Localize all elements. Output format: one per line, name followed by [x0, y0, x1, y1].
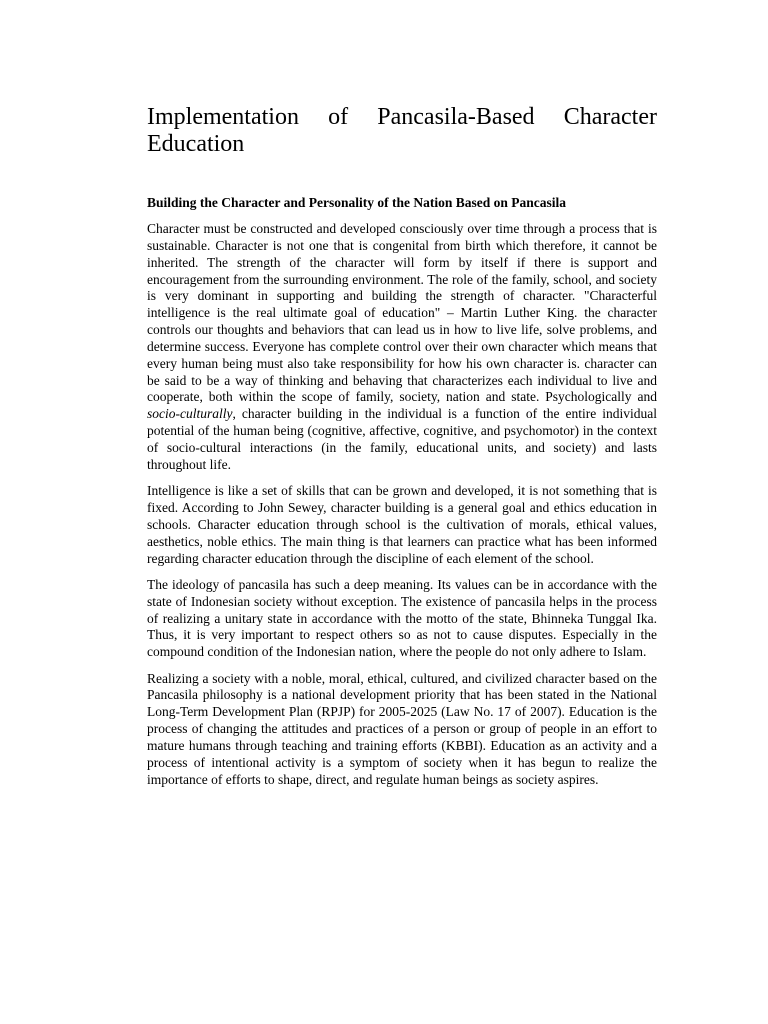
paragraph-1-italic: socio-culturally [147, 406, 233, 422]
document-page [147, 104, 657, 798]
paragraph-2: Intelligence is like a set of skills that can be grown and developed, it is not something that is fixed. According to John Sewey, character building is a general goal and ethics education in schools. Character education through school is the cultivation of morals, ethical values, aesthetics, noble ethics. The main thing is that learners can practice what has been informed regarding character education through the discipline of each element of the school. [147, 483, 657, 566]
document-title: Implementation of Pancasila-Based Character Education [147, 104, 657, 157]
section-heading: Building the Character and Personality of the Nation Based on Pancasila [147, 195, 567, 210]
paragraph-1 [147, 221, 657, 474]
paragraph-1-text-b: , character building in the individual is a function of the entire individual potential of the human being (cognitive, affective, cognitive, and psychomotor) in the context of socio-cultural interactions (in the family, educational units, and society) and lasts throughout life. [147, 406, 657, 472]
paragraph-1-text-a: Character must be constructed and developed consciously over time through a process that is sustainable. Character is not one that is congenital from birth which therefore, it cannot be inherited. The strength of the character will form by itself if there is support and encouragement from the surrounding environment. The role of the family, school, and society is very dominant in supporting and building the strength of character. "Characterful intelligence is the real ultimate goal of education" – Martin Luther King. the character controls our thoughts and behaviors that can lead us in how to live life, solve problems, and determine success. Everyone has complete control over their own character which means that every human being must also take responsibility for how his own character is. character can be said to be a way of thinking and behaving that characterizes each individual to live and cooperate, both within the scope of family, society, nation and state. Psychologically and [147, 221, 657, 405]
paragraph-4: Realizing a society with a noble, moral, ethical, cultured, and civilized character based on the Pancasila philosophy is a national development priority that has been stated in the National Long-Term Development Plan (RPJP) for 2005-2025 (Law No. 17 of 2007). Education is the process of changing the attitudes and practices of a person or group of people in an effort to mature humans through teaching and training efforts (KBBI). Education as an activity and a process of intentional activity is a symptom of society when it has begun to realize the importance of efforts to shape, direct, and regulate human beings as society aspires. [147, 670, 657, 787]
paragraph-3: The ideology of pancasila has such a deep meaning. Its values can be in accordance with the state of Indonesian society without exception. The existence of pancasila helps in the process of realizing a unitary state in accordance with the motto of the state, Bhinneka Tunggal Ika. Thus, it is very important to respect others so as not to cause disputes. Especially in the compound condition of the Indonesian nation, where the people do not only adhere to Islam. [147, 576, 657, 660]
